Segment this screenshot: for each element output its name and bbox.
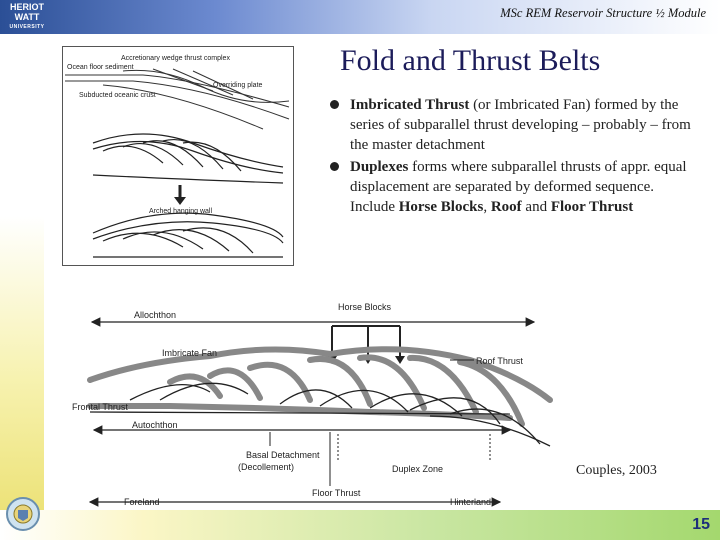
label-overriding: Overriding plate: [213, 82, 263, 89]
left-decor-band: [0, 0, 44, 540]
label-horse-blocks: Horse Blocks: [338, 302, 392, 312]
duplex-figure: [70, 296, 590, 512]
label-decollement: (Decollement): [238, 462, 295, 472]
label-hinterland: Hinterland: [450, 497, 492, 507]
module-title: MSc REM Reservoir Structure ½ Module: [500, 6, 706, 20]
bullet-list: [330, 95, 700, 217]
bullet-duplexes: Duplexes forms where subparallel thrusts of appr. equal displacement are separated by deformed sequence. Include Horse Blocks, Roof and Floor Thrust: [330, 157, 700, 217]
label-ocean-floor: Ocean floor sediment: [67, 64, 134, 71]
label-imbricate-fan: Imbricate Fan: [162, 348, 218, 358]
down-arrow-icon: [174, 185, 186, 205]
bullet-dot-icon: [330, 162, 339, 171]
slide-title: Fold and Thrust Belts: [340, 44, 601, 77]
university-logo: HERIOT WATT UNIVERSITY: [9, 2, 45, 30]
footer-band: [0, 510, 720, 540]
page-number: 15: [692, 516, 710, 533]
imbricated-thrust-diagram: [63, 47, 293, 265]
duplex-diagram: [70, 296, 590, 512]
label-foreland: Foreland: [124, 497, 160, 507]
citation: Couples, 2003: [576, 463, 657, 478]
bullet-imbricated: Imbricated Thrust (or Imbricated Fan) formed by the series of subparallel thrust developing – probably – from the master detachment: [330, 95, 700, 155]
label-autochthon: Autochthon: [132, 420, 178, 430]
label-floor-thrust: Floor Thrust: [312, 488, 361, 498]
label-basal-detachment: Basal Detachment: [246, 450, 320, 460]
label-subducted: Subducted oceanic crust: [79, 92, 156, 99]
label-arched: Arched hanging wall: [149, 208, 213, 215]
bullet-dot-icon: [330, 100, 339, 109]
label-allochthon: Allochthon: [134, 310, 177, 320]
label-accretionary: Accretionary wedge thrust complex: [121, 55, 230, 62]
university-seal-icon: [4, 490, 42, 534]
label-frontal-thrust: Frontal Thrust: [72, 402, 128, 412]
imbricated-thrust-figure: [62, 46, 294, 266]
label-roof-thrust: Roof Thrust: [476, 356, 523, 366]
label-duplex-zone: Duplex Zone: [392, 464, 444, 474]
